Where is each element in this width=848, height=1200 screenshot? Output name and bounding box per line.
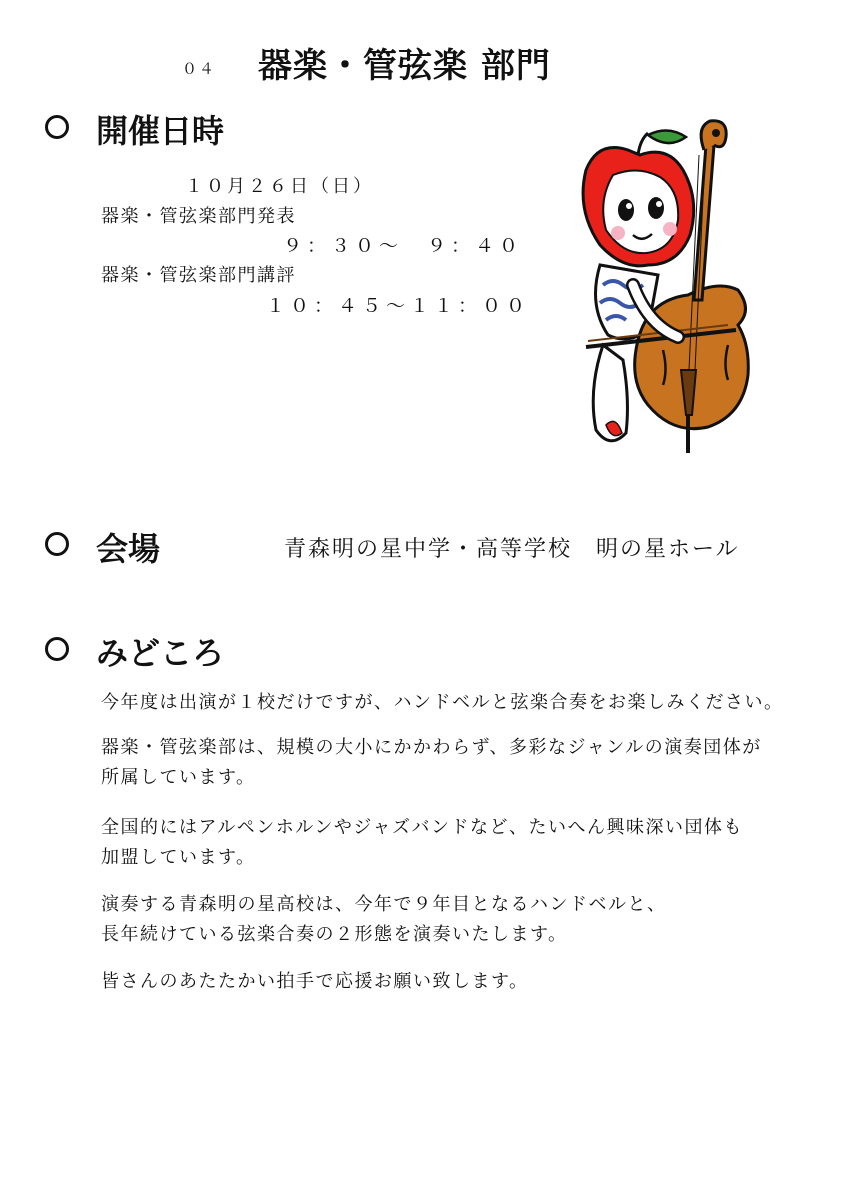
schedule-item-label: 器楽・管弦楽部門講評 <box>101 265 296 286</box>
highlight-paragraph: 今年度は出演が１校だけですが、ハンドベルと弦楽合奏をお楽しみください。 <box>101 692 784 713</box>
heading-schedule: 開催日時 <box>96 112 225 150</box>
heading-venue: 会場 <box>96 530 161 568</box>
circle-bullet-icon <box>45 637 69 661</box>
heading-highlights: みどころ <box>96 634 225 672</box>
highlight-paragraph: 皆さんのあたたかい拍手で応援お願い致します。 <box>101 971 529 992</box>
schedule-item-label: 器楽・管弦楽部門発表 <box>101 206 296 227</box>
schedule-item-time: ９：３０〜 ９：４０ <box>283 235 524 257</box>
highlight-paragraph: 器楽・管弦楽部は、規模の大小にかかわらず、多彩なジャンルの演奏団体が 所属しています。 <box>101 737 762 788</box>
highlight-paragraph: 演奏する青森明の星高校は、今年で９年目となるハンドベルと、 長年続けている弦楽合奏の２形態を演奏いたします。 <box>101 894 667 945</box>
apple-mascot-double-bass-icon <box>578 115 758 460</box>
section-number: ０４ <box>182 60 217 78</box>
circle-bullet-icon <box>45 532 69 556</box>
schedule-item-time: １０：４５〜１１：００ <box>266 295 531 317</box>
circle-bullet-icon <box>45 115 69 139</box>
event-date: １０月２６日（日） <box>185 176 374 197</box>
highlight-paragraph: 全国的にはアルペンホルンやジャズバンドなど、たいへん興味深い団体も 加盟しています。 <box>101 817 743 868</box>
page-title: 器楽・管弦楽 部門 <box>258 46 551 86</box>
venue-name: 青森明の星中学・高等学校 明の星ホール <box>284 537 740 562</box>
